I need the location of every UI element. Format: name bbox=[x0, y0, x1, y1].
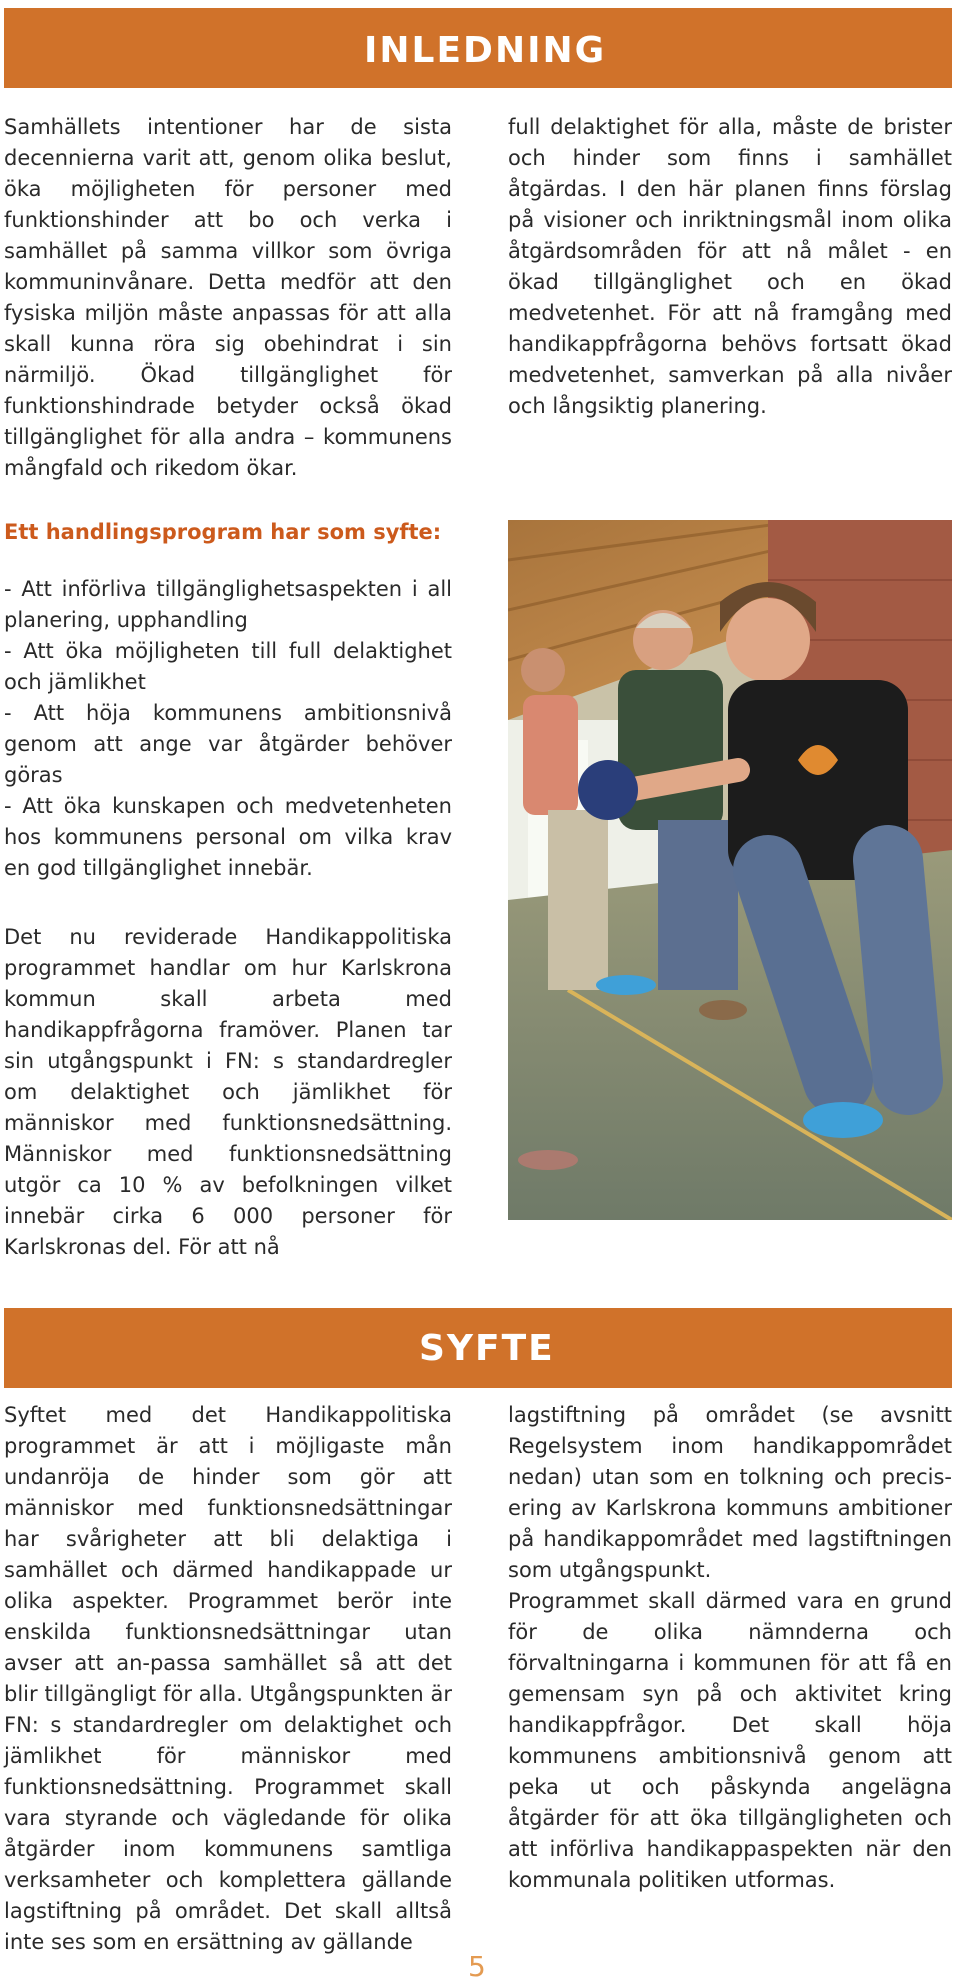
intro-paragraph: Samhällets intentioner har de sista decennierna varit att, genom olika beslut, öka möjligheten för personer med funktionshinder att bo och verka i samhället på samma villkor som övriga kommuninvånare. Detta medför att den fysiska miljön måste anpassas för att alla skall kunna röra sig obehindrat i sin närmiljö. Ökad tillgänglighet för funktionshindrade betyder också ökad tillgänglighet för alla andra – kommunens mångfald och rikedom ökar. bbox=[4, 115, 452, 480]
syfte-banner bbox=[4, 1308, 952, 1388]
program-heading: Ett handlingsprogram har som syfte: bbox=[4, 520, 442, 544]
syfte-left-text bbox=[4, 1400, 452, 1958]
syfte-continued-paragraph: lagstiftning på området (se avsnitt Regelsystem inom handikappområdet nedan) utan som en tolkning och precis-ering av Karlskrona kommuns ambitioner på handikappområdet med lagstiftningen som utgångspunkt. bbox=[508, 1403, 952, 1582]
revised-paragraph: Det nu reviderade Handikappolitiska programmet handlar om hur Karlskrona kommun skall arbeta med handikappfrågorna framöver. Planen tar sin utgångspunkt i FN: s standardregler om delaktighet och jämlikhet för människor med funktionsnedsättning. Människor med funktionsnedsättning utgör ca 10 % av befolkningen vilket innebär cirka 6 000 personer för Karlskronas del. För att nå bbox=[4, 925, 452, 1259]
program-item: - Att öka möjligheten till full delaktighet och jämlikhet bbox=[4, 639, 452, 694]
photo-illustration bbox=[508, 520, 952, 1220]
program-item: - Att införliva tillgänglighetsaspekten i all planering, upphandling bbox=[4, 577, 452, 632]
boule-players-photo bbox=[508, 520, 952, 1220]
syfte-title: SYFTE bbox=[419, 1328, 555, 1369]
revised-program-text bbox=[4, 922, 452, 1263]
program-item: - Att höja kommunens ambitionsnivå genom att ange var åtgärder behöver göras bbox=[4, 701, 452, 787]
intro-continued-paragraph: full delaktighet för alla, måste de brister och hinder som finns i samhället åtgärdas. I den här planen finns förslag på visioner och inriktningsmål inom olika åtgärdsområden för att nå målet - en ökad tillgänglighet och en ökad medvetenhet. För att nå framgång med handikappfrågorna behövs fortsatt ökad medvetenhet, samverkan på alla nivåer och långsiktig planering. bbox=[508, 115, 952, 418]
syfte-paragraph: Syftet med det Handikappolitiska programmet är att i möjligaste mån undanröja de hinder som gör att människor med funktionsnedsättningar har svårigheter att bli delaktiga i samhället och därmed handikappade ur olika aspekter. Programmet berör inte enskilda funktionsnedsättningar utan avser att an-passa samhället så att det blir tillgängligt för alla. Utgångspunkten är FN: s standardregler om delaktighet och jämlikhet för människor med funktionsnedsättning. Programmet skall vara styrande och vägledande för olika åtgärder inom kommunens samtliga verksamheter och komplettera gällande lagstiftning på området. Det skall alltså inte ses som en ersättning av gällande bbox=[4, 1403, 452, 1954]
inledning-banner bbox=[4, 8, 952, 88]
program-item: - Att öka kunskapen och medvetenheten hos kommunens personal om vilka krav en god tillgänglighet innebär. bbox=[4, 794, 452, 880]
syfte-right-text bbox=[508, 1400, 952, 1896]
inledning-title: INLEDNING bbox=[364, 30, 607, 71]
inledning-right-text bbox=[508, 112, 952, 422]
inledning-left-text bbox=[4, 112, 452, 484]
page-number: 5 bbox=[468, 1950, 486, 1983]
syfte-second-paragraph: Programmet skall därmed vara en grund för de olika nämnderna och förvaltningarna i kommunen för att få en gemensam syn på och aktivitet kring handikappfrågor. Det skall höja kommunens ambitionsnivå genom att peka ut och påskynda angelägna åtgärder för att öka tillgängligheten och att införliva handikappaspekten när den kommunala politiken utformas. bbox=[508, 1589, 952, 1892]
program-list bbox=[4, 574, 452, 884]
